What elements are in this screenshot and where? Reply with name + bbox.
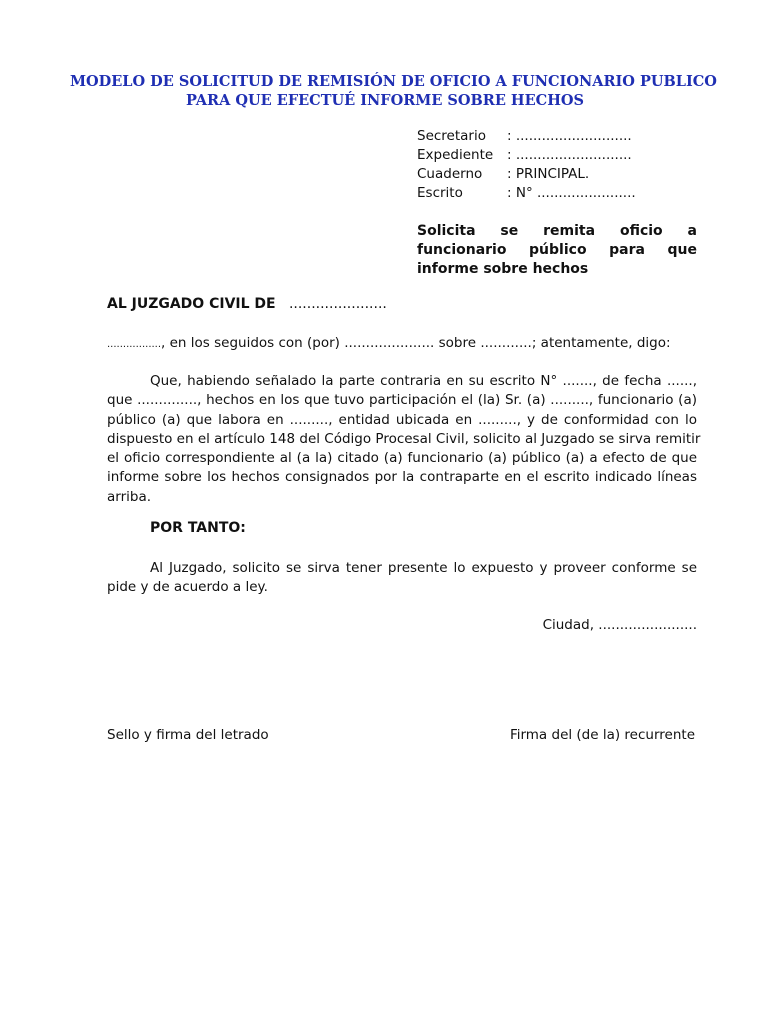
meta-label: Cuaderno bbox=[417, 166, 483, 182]
paragraph-line: público (a) que labora en ........., entidad ubicada en ........., y de conformidad con lo bbox=[107, 411, 697, 428]
por-tanto-heading: POR TANTO: bbox=[150, 520, 246, 536]
court-value: ...................... bbox=[288, 296, 387, 312]
meta-row-cuaderno bbox=[417, 165, 636, 184]
case-metadata bbox=[417, 127, 636, 203]
document-title bbox=[70, 72, 717, 110]
paragraph-line: arriba. bbox=[107, 488, 152, 505]
court-label: AL JUZGADO CIVIL DE bbox=[107, 296, 276, 312]
intro-dots: ................. bbox=[107, 339, 162, 350]
meta-row-escrito bbox=[417, 184, 636, 203]
paragraph-line: que .............., hechos en los que tuvo participación el (la) Sr. (a) ........., funcionario (a) bbox=[107, 392, 697, 409]
meta-row-secretario bbox=[417, 127, 636, 146]
intro-text: , en los seguidos con (por) ..................... sobre ............; atentamente, digo: bbox=[161, 335, 671, 351]
meta-value: : N° ....................... bbox=[507, 185, 636, 201]
paragraph-line: Que, habiendo señalado la parte contraria en su escrito N° ......., de fecha ......, bbox=[150, 373, 697, 389]
meta-label: Expediente bbox=[417, 147, 494, 163]
meta-value: : PRINCIPAL. bbox=[507, 166, 590, 182]
summary-line: informe sobre hechos bbox=[417, 261, 589, 277]
meta-label: Escrito bbox=[417, 185, 463, 201]
paragraph-line: informe sobre los hechos consignados por la contraparte en el escrito indicado líneas bbox=[107, 469, 697, 486]
closing-paragraph bbox=[107, 559, 697, 598]
paragraph-line: Al Juzgado, solicito se sirva tener presente lo expuesto y proveer conforme se bbox=[150, 560, 697, 576]
paragraph-line: el oficio correspondiente al (a la) citado (a) funcionario (a) público (a) a efecto de que bbox=[107, 450, 697, 467]
title-line-2: PARA QUE EFECTUÉ INFORME SOBRE HECHOS bbox=[185, 92, 585, 109]
request-summary bbox=[417, 222, 697, 279]
meta-value: : ........................... bbox=[507, 147, 632, 163]
meta-value: : ........................... bbox=[507, 128, 632, 144]
court-addressee bbox=[107, 296, 387, 312]
summary-line: Solicita se remita oficio a bbox=[417, 223, 697, 239]
signature-lawyer: Sello y firma del letrado bbox=[107, 727, 269, 743]
meta-label: Secretario bbox=[417, 128, 486, 144]
meta-row-expediente bbox=[417, 146, 636, 165]
main-paragraph bbox=[107, 372, 701, 507]
paragraph-line: dispuesto en el artículo 148 del Código Procesal Civil, solicito al Juzgado se sirva remitir bbox=[107, 430, 701, 447]
title-line-1: MODELO DE SOLICITUD DE REMISIÓN DE OFICIO A FUNCIONARIO PUBLICO bbox=[70, 73, 717, 90]
signature-applicant: Firma del (de la) recurrente bbox=[509, 727, 695, 743]
paragraph-line: pide y de acuerdo a ley. bbox=[107, 579, 268, 596]
intro-line bbox=[107, 335, 697, 351]
summary-line: funcionario público para que bbox=[417, 242, 697, 258]
city-date: Ciudad, ....................... bbox=[542, 617, 697, 633]
